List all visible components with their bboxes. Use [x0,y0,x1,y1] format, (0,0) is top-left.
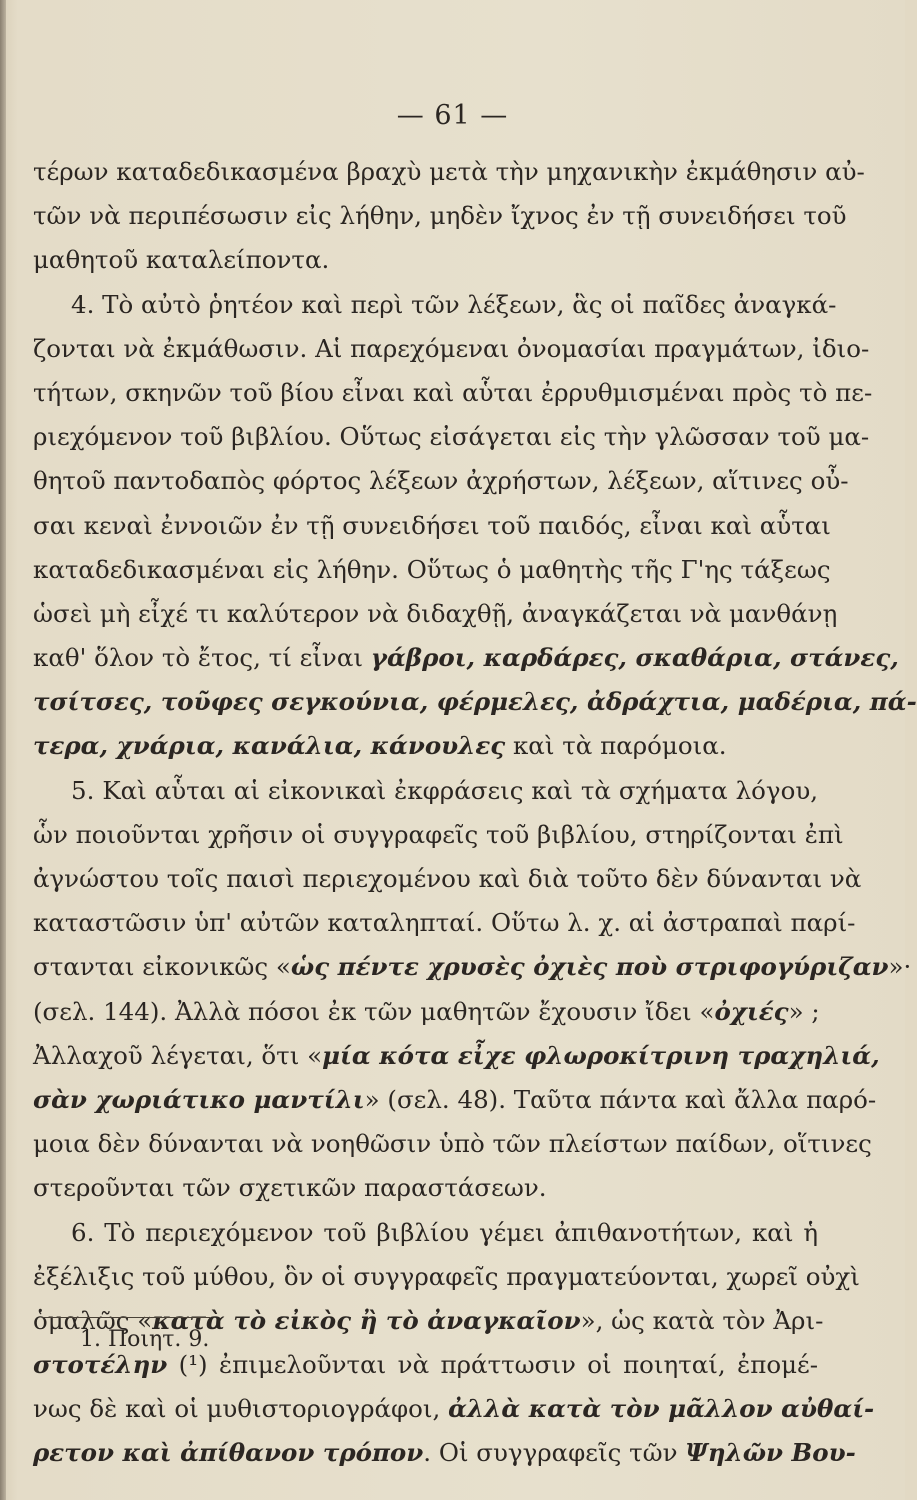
line-text: (σελ. 144). Ἀλλὰ πόσοι ἐκ τῶν μαθητῶν ἔχουσιν ἴδει « [33,996,715,1026]
line-text: 5. Καὶ αὗται αἱ εἰκονικαὶ ἐκφράσεις καὶ τὰ σχήματα λόγου, [71,775,818,805]
line-text: ὡσεὶ μὴ εἶχέ τι καλύτερον νὰ διδαχθῇ, ἀναγκάζεται νὰ μανθάνῃ [33,598,838,628]
line-text: 4. Τὸ αὐτὸ ῥητέον καὶ περὶ τῶν λέξεων, ἃς οἱ παῖδες ἀναγκά- [71,289,837,319]
line-text: » ; [788,996,820,1026]
line-text: ἐξέλιξις τοῦ μύθου, ὃν οἱ συγγραφεῖς πραγματεύονται, χωρεῖ οὐχὶ [33,1261,860,1291]
line-text: ὧν ποιοῦνται χρῆσιν οἱ συγγραφεῖς τοῦ βιβλίου, στηρίζονται ἐπὶ [33,819,844,849]
footnote: 1. Ποιητ. 9. [80,1327,210,1352]
body-text [33,150,917,1476]
emphasis-text: ὡς πέντε χρυσὲς ὀχιὲς ποὺ στριφογύριζαν [290,952,889,982]
text-line [33,504,831,548]
text-line [33,1387,875,1431]
text-line [33,371,873,415]
line-text: (¹) ἐπιμελοῦνται νὰ πράττωσιν οἱ ποιηταί, ἐπομέ- [167,1350,818,1380]
line-text: τῶν νὰ περιπέσωσιν εἰς λήθην, μηδὲν ἴχνος ἐν τῇ συνειδήσει τοῦ [33,201,847,231]
line-text: μοια δὲν δύνανται νὰ νοηθῶσιν ὑπὸ τῶν πλείστων παίδων, οἵτινες [33,1129,872,1159]
emphasis-text: σὰν χωριάτικο μαντίλι [33,1084,365,1114]
text-line [33,990,818,1034]
text-line [33,327,870,371]
line-text: ζονται νὰ ἐκμάθωσιν. Αἱ παρεχόμεναι ὀνομασίαι πραγμάτων, ἰδιο- [33,333,870,363]
line-text: σαι κεναὶ ἐννοιῶν ἐν τῇ συνειδήσει τοῦ παιδός, εἶναι καὶ αὗται [33,510,831,540]
text-line [33,1078,877,1122]
line-text: » (σελ. 48). Ταῦτα πάντα καὶ ἄλλα παρό- [364,1084,877,1114]
page-number: — 61 — [396,100,509,131]
emphasis-text: κατὰ τὸ εἰκὸς ἢ τὸ ἀναγκαῖον [152,1305,581,1335]
text-line [33,945,912,989]
text-line [33,724,818,768]
line-text: Ἀλλαχοῦ λέγεται, ὅτι « [33,1040,323,1070]
emphasis-text: Ψηλῶν Βου- [685,1438,856,1468]
text-line [33,1122,872,1166]
line-text: τέρων καταδεδικασμένα βραχὺ μετὰ τὴν μηχανικὴν ἐκμάθησιν αὐ- [33,157,865,186]
line-text: ριεχόμενον τοῦ βιβλίου. Οὕτως εἰσάγεται εἰς τὴν γλῶσσαν τοῦ μα- [33,422,870,452]
text-line [33,1166,818,1210]
binding-edge [0,0,6,1500]
emphasis-text: τσίτσες, τοῦφες σεγκούνια, φέρμελες, ἀδράχτια, μαδέρια, πά- [33,687,917,717]
text-line [33,813,844,857]
text-line [33,592,838,636]
text-line [33,769,818,813]
text-line [33,194,847,238]
line-text: ὁμαλῶς « [33,1305,153,1335]
line-text: καταστῶσιν ὑπ' αὐτῶν καταληπταί. Οὕτω λ. χ. αἱ ἀστραπαὶ παρί- [33,908,856,938]
text-line [33,901,856,945]
text-line [33,1211,818,1255]
text-line [33,415,870,459]
emphasis-text: ἀλλὰ κατὰ τὸν μᾶλλον αὐθαί- [448,1394,875,1424]
line-text: καὶ τὰ παρόμοια. [505,731,727,761]
line-text: νως δὲ καὶ οἱ μυθιστοριογράφοι, [33,1394,449,1424]
line-text: . Οἱ συγγραφεῖς τῶν [423,1438,686,1468]
line-text: καθ' ὅλον τὸ ἔτος, τί εἶναι [33,643,371,673]
line-text: 6. Τὸ περιεχόμενον τοῦ βιβλίου γέμει ἀπιθανοτήτων, καὶ ἡ [71,1217,818,1247]
line-text: καταδεδικασμέναι εἰς λήθην. Οὕτως ὁ μαθητὴς τῆς Γ'ης τάξεως [33,554,831,584]
text-line [33,857,862,901]
line-text: στανται εἰκονικῶς « [33,952,291,982]
emphasis-text: γάβροι, καρδάρες, σκαθάρια, στάνες, [370,643,899,673]
text-line [33,150,865,194]
line-text: θητοῦ παντοδαπὸς φόρτος λέξεων ἀχρήστων, λέξεων, αἵτινες οὖ- [33,466,849,496]
emphasis-text: στοτέλην [33,1350,168,1380]
line-text: ἀγνώστου τοῖς παισὶ περιεχομένου καὶ διὰ τοῦτο δὲν δύνανται νὰ [33,864,862,893]
text-line [33,636,899,680]
text-line [33,283,837,327]
emphasis-text: ρετον καὶ ἀπίθανον τρόπον [33,1438,424,1468]
line-text: μαθητοῦ καταλείποντα. [33,245,330,275]
line-text: τήτων, σκηνῶν τοῦ βίου εἶναι καὶ αὗται ἐρρυθμισμέναι πρὸς τὸ πε- [33,377,873,407]
text-line [33,1034,880,1078]
text-line [33,238,818,282]
line-text: στεροῦνται τῶν σχετικῶν παραστάσεων. [33,1173,547,1203]
line-text: », ὡς κατὰ τὸν Ἀρι- [580,1305,824,1335]
text-line [33,1431,856,1475]
text-line [33,1255,860,1299]
text-line [33,459,849,503]
text-line [33,680,917,724]
line-text: »· [888,952,912,982]
text-line [33,548,831,592]
emphasis-text: μία κότα εἶχε φλωροκίτρινη τραχηλιά, [322,1040,880,1070]
emphasis-text: ὀχιές [714,996,789,1026]
emphasis-text: τερα, χνάρια, κανάλια, κάνουλες [33,731,506,761]
